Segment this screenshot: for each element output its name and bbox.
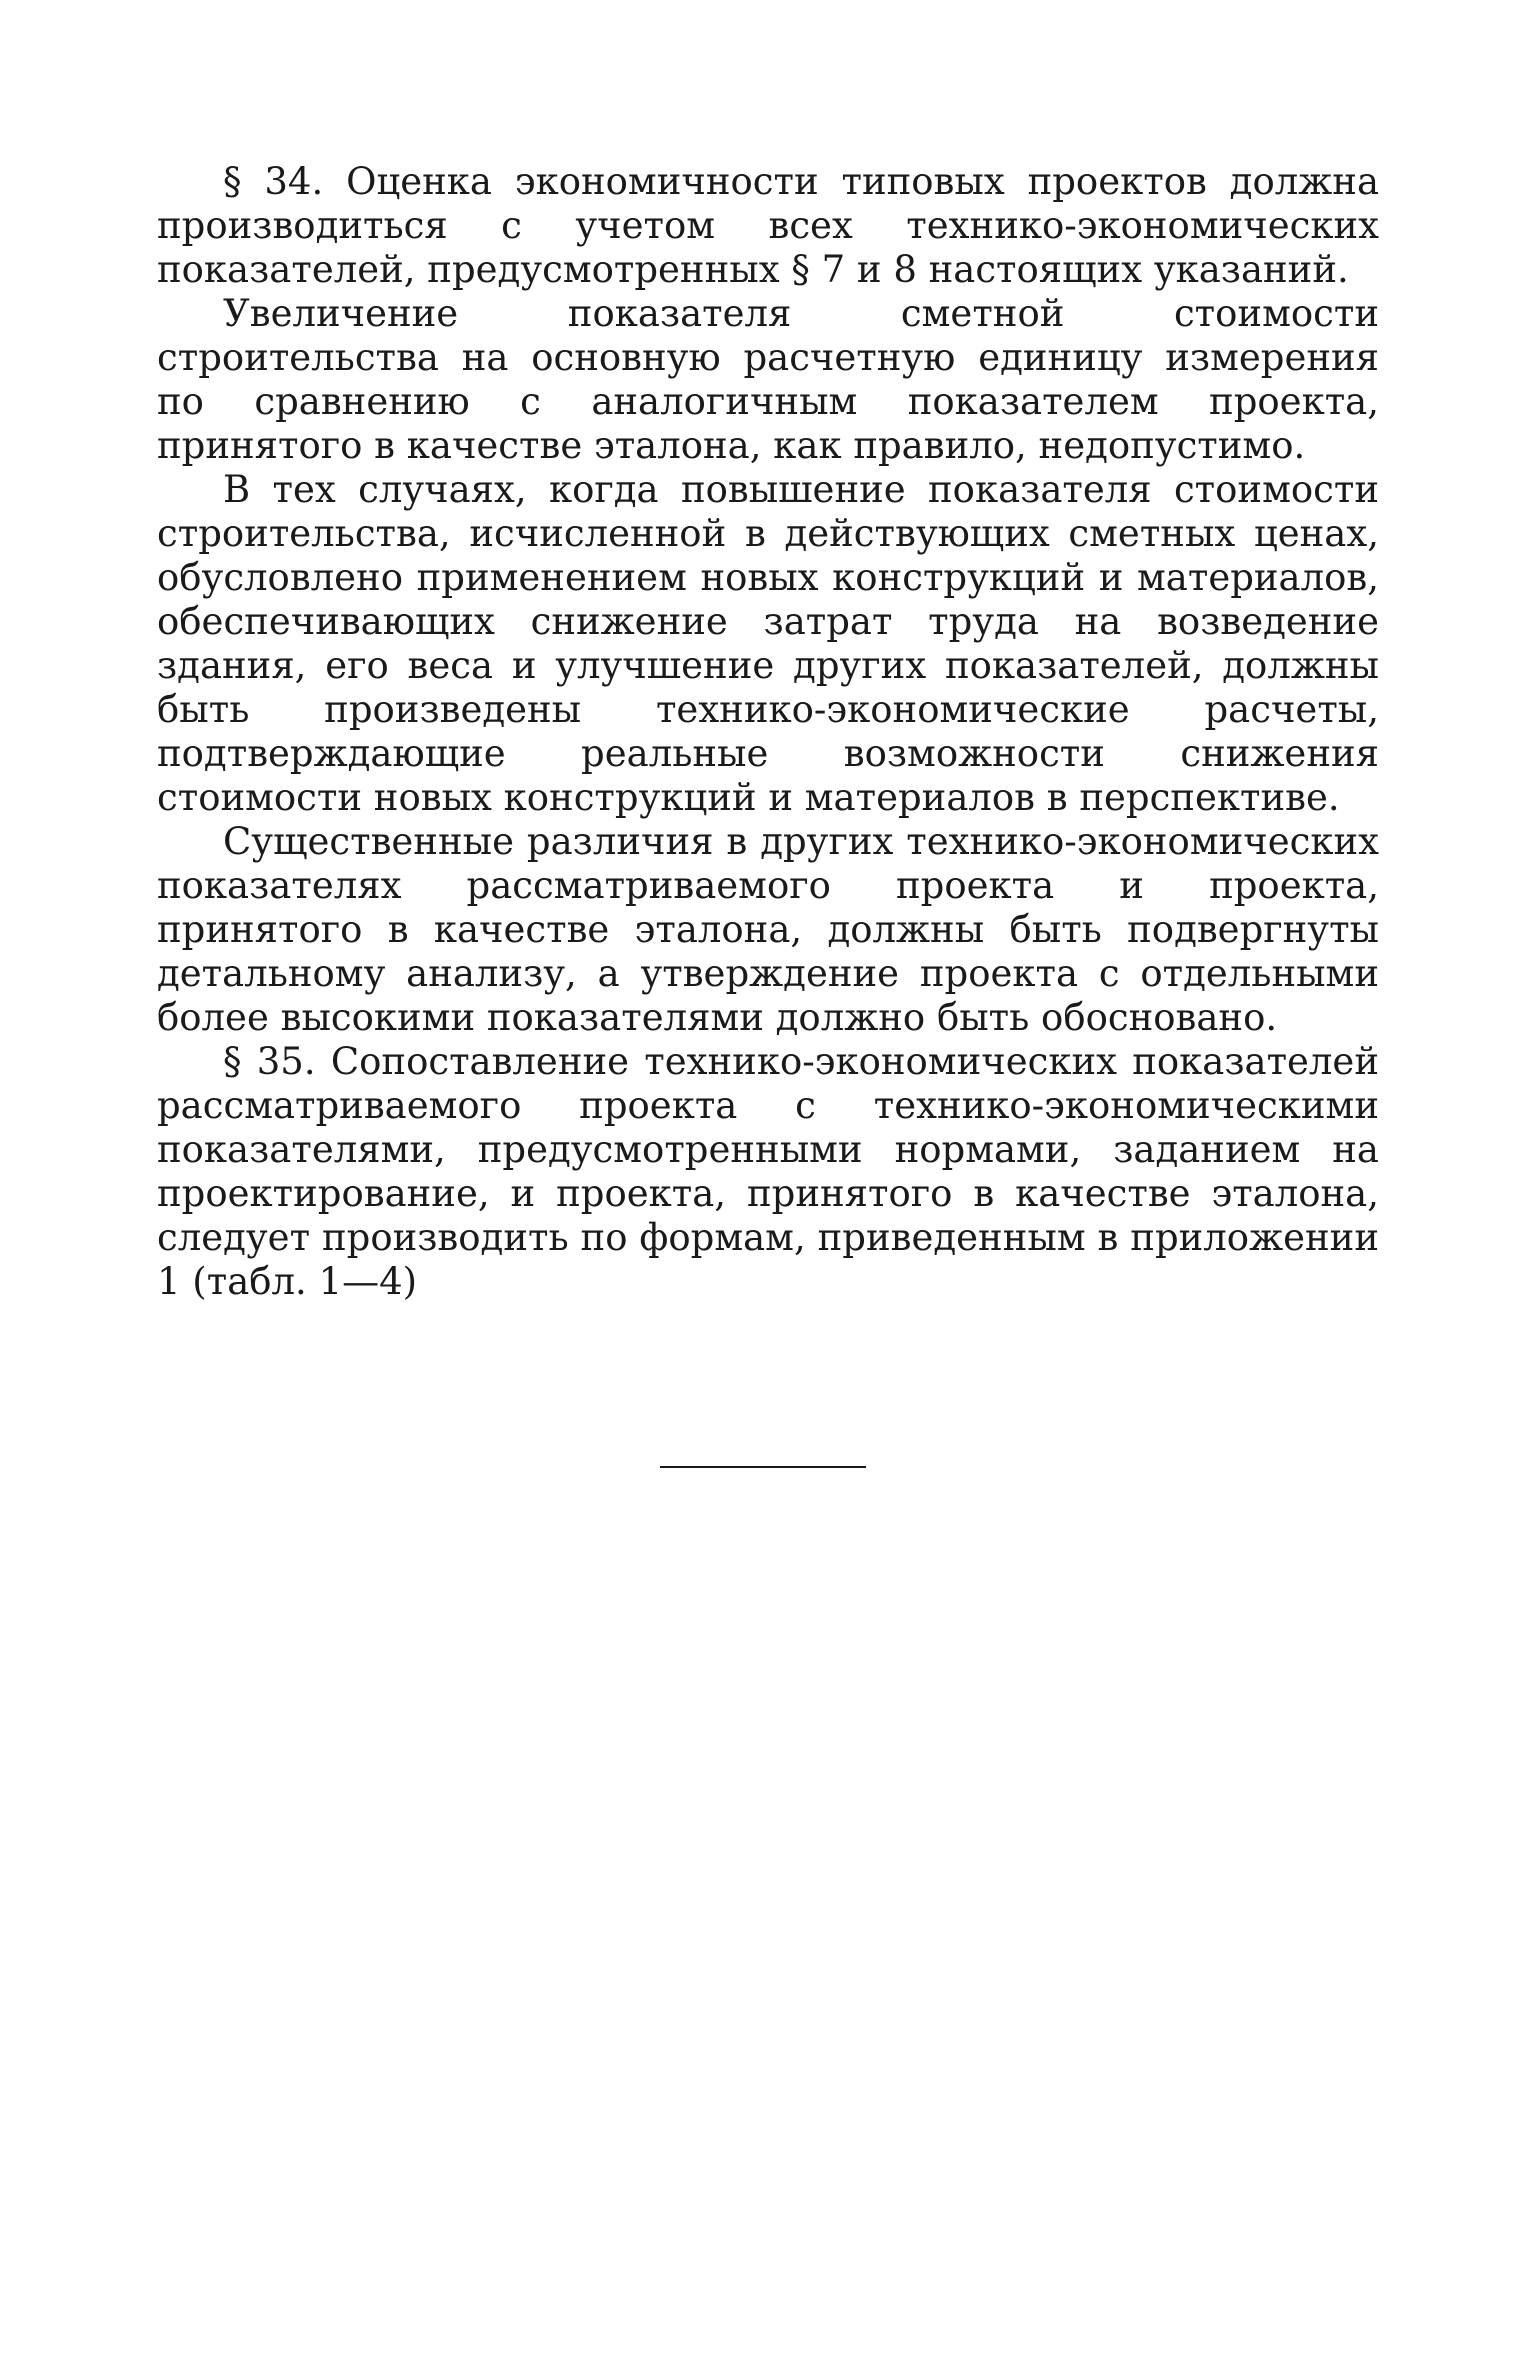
end-divider xyxy=(660,1466,866,1468)
paragraph-differences: Существенные различия в других технико-экономических показателях рассматриваемого проекта и проекта, принятого в качестве эталона, должны быть подвергнуты детальному анализу, а утверждение проекта с отдельными более высокими показателями должно быть обосновано. xyxy=(157,820,1379,1039)
paragraph-section-35: § 35. Сопоставление технико-экономических показателей рассматриваемого проекта с технико-экономическими показателями, предусмотренными нормами, заданием на проектирование, и проекта, принятого в качестве эталона, следует производить по формам, приведенным в приложении 1 (табл. 1—4) xyxy=(157,1040,1379,1303)
body-text xyxy=(157,160,1379,1304)
paragraph-new-constructions: В тех случаях, когда повышение показателя стоимости строительства, исчисленной в действующих сметных ценах, обусловлено применением новых конструкций и материалов, обеспечивающих снижение затрат труда на возведение здания, его веса и улучшение других показателей, должны быть произведены технико-экономические расчеты, подтверждающие реальные возможности снижения стоимости новых конструкций и материалов в перспективе. xyxy=(157,468,1379,819)
paragraph-cost-increase: Увеличение показателя сметной стоимости строительства на основную расчетную единицу измерения по сравнению с аналогичным показателем проекта, принятого в качестве эталона, как правило, недопустимо. xyxy=(157,292,1379,467)
paragraph-section-34: § 34. Оценка экономичности типовых проектов должна производиться с учетом всех технико-экономических показателей, предусмотренных § 7 и 8 настоящих указаний. xyxy=(157,160,1379,291)
